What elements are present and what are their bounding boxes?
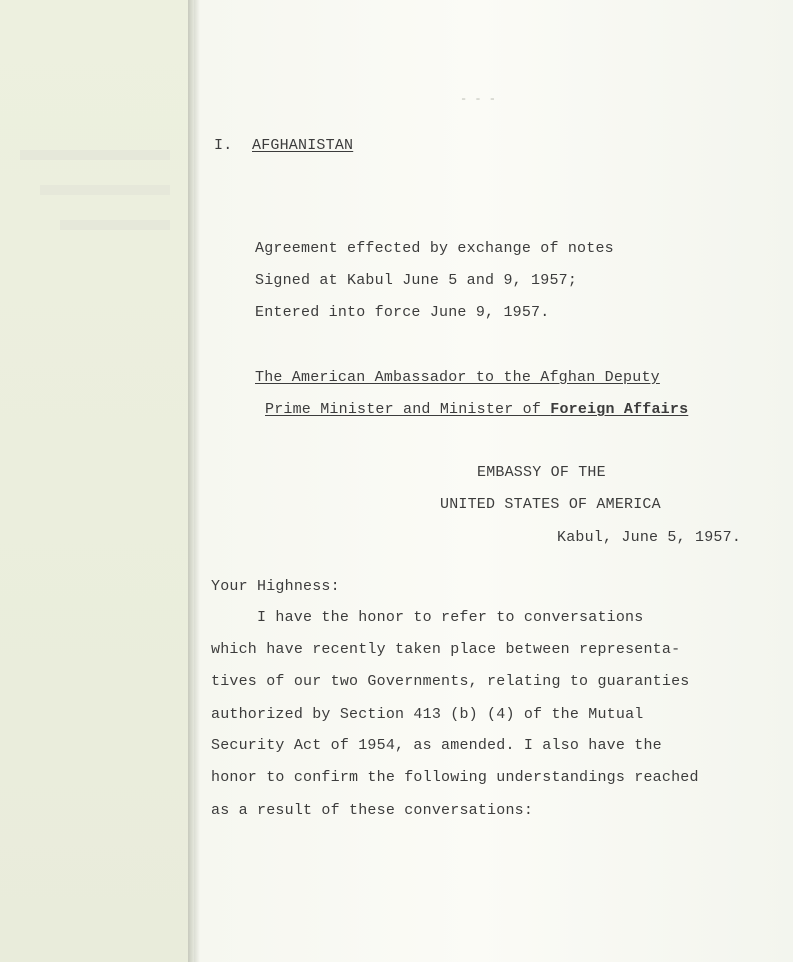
bleed-through-mark xyxy=(40,185,170,195)
salutation: Your Highness: xyxy=(211,578,340,595)
bleed-through-mark xyxy=(60,220,170,230)
note-title-line-2 xyxy=(265,401,688,418)
agreement-line-3: Entered into force June 9, 1957. xyxy=(255,304,550,321)
body-line: I have the honor to refer to conversations xyxy=(257,609,644,626)
body-line: authorized by Section 413 (b) (4) of the Mutual xyxy=(211,706,644,723)
sender-line-2: UNITED STATES OF AMERICA xyxy=(440,496,661,513)
sheet-edge xyxy=(188,0,194,962)
bleed-through-mark xyxy=(20,150,170,160)
body-line: tives of our two Governments, relating to guaranties xyxy=(211,673,690,690)
section-country: AFGHANISTAN xyxy=(252,137,354,154)
note-title-line-2-text: Prime Minister and Minister of xyxy=(265,401,551,418)
sender-line-1: EMBASSY OF THE xyxy=(477,464,606,481)
agreement-line-1: Agreement effected by exchange of notes xyxy=(255,240,614,257)
underlying-sheet xyxy=(0,0,190,962)
letter-date: Kabul, June 5, 1957. xyxy=(557,529,742,546)
body-line: which have recently taken place between representa- xyxy=(211,641,681,658)
body-line: honor to confirm the following understandings reached xyxy=(211,769,699,786)
note-title-line-1: The American Ambassador to the Afghan Deputy xyxy=(255,369,660,386)
page-number-mark: - - - xyxy=(460,92,497,106)
body-line: as a result of these conversations: xyxy=(211,802,534,819)
agreement-line-2: Signed at Kabul June 5 and 9, 1957; xyxy=(255,272,578,289)
note-title-line-2-bold: Foreign Affairs xyxy=(550,401,689,418)
section-number: I. xyxy=(214,137,233,154)
body-line: Security Act of 1954, as amended. I also have the xyxy=(211,737,662,754)
